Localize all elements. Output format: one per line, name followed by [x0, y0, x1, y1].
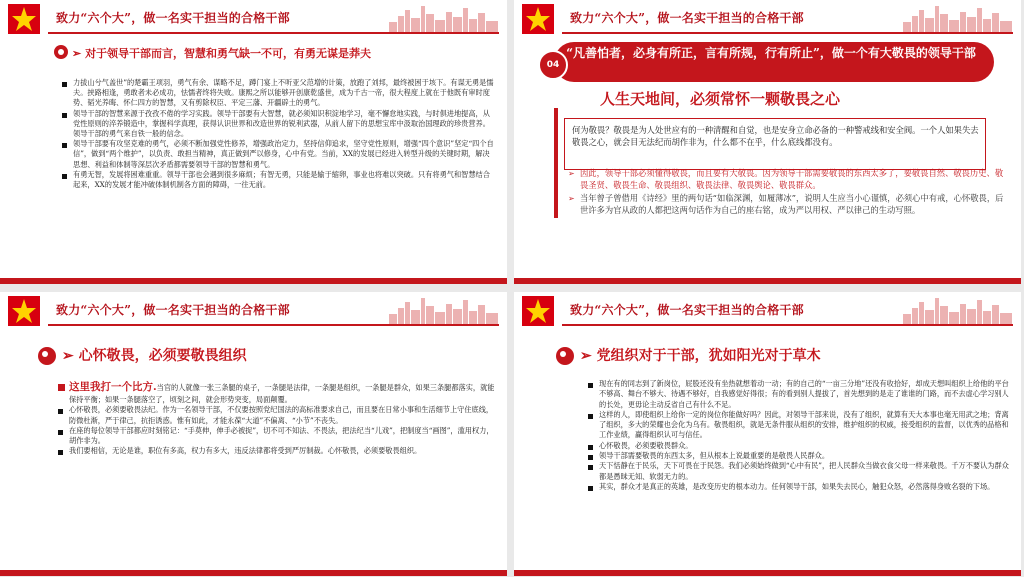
- slide-4: [514, 292, 1021, 576]
- slide-header: [514, 292, 1021, 328]
- list-item: 在座的每位领导干部都应时刻铭记：“手莫伸，伸手必被捉”，切不可不知法、不畏法，把法纪当“儿戏”，把制度当“画图”，滥用权力，胡作非为。: [58, 426, 496, 446]
- section-number: 04: [538, 50, 568, 80]
- slide-header: [514, 0, 1021, 36]
- arrow-icon: ➢: [580, 348, 592, 364]
- content-list: [568, 168, 1008, 218]
- slide-3: [0, 292, 507, 576]
- list-item: 心怀敬畏，必须要敬畏法纪。作为一名领导干部，不仅要按照党纪国法的高标准要求自己，而且要在日常小事和生活细节上守住底线，防微杜渐，严于律己，抗拒诱惑。惟有如此，才能永葆“大道”不偏离、“小节”不丧失。: [58, 405, 496, 425]
- skyline-icon: [903, 4, 1013, 34]
- lead-text: 这里我打一个比方.: [69, 381, 157, 393]
- section-heading: 人生天地间，必须常怀一颗敬畏之心: [600, 90, 841, 108]
- header-title: 致力“六个大”，做一名实干担当的合格干部: [570, 303, 804, 317]
- slide-header: [0, 292, 507, 328]
- footer-bar: [0, 278, 507, 284]
- subtitle: [62, 345, 247, 365]
- subtitle: [580, 345, 821, 365]
- list-item: 天下恬静在于民乐，天下可畏在于民怨。我们必须始终做到“心中有民”，把人民群众当做衣食父母一样来敬畏。千万不要认为群众都是愚昧无知、软弱无力的。: [588, 461, 1012, 482]
- list-item: [568, 193, 1008, 216]
- star-icon: [522, 4, 554, 34]
- list-item: 这样的人，即使组织上给你一定的岗位你能做好吗？因此，对领导干部来说，没有了组织，就算有天大本事也毫无用武之地；背离了组织，多大的荣耀也会化为乌有。敬畏组织，就是无条件服从组织的安排，维护组织的权威，接受组织的监督，以优秀的品格和工作业绩，赢得组织认可与信任。: [588, 410, 1012, 441]
- accent-bar: [554, 108, 558, 218]
- list-item: [568, 168, 1008, 191]
- content-list: [588, 379, 1012, 492]
- slide-header: [0, 0, 507, 36]
- list-item: 有勇无智，发展将困难重重。领导干部也会遇到很多麻烦；有智无勇，只能是输于缩卵，事业也将难以突破。只有将勇气和智慧结合起来，XX的发展才能冲破体制机制各方面的障碍，一往无前。: [62, 170, 494, 190]
- list-item: 现在有的同志到了新岗位，屁股还没有坐热就想着动一动；有的自己的“一亩三分地”还没有收拾好，却成天想叫组织上给他的平台不够高、舞台不够大、待遇不够好，自我感觉好得很；有的看到别人提拔了，首先想到的是走了谁谁的门路，而不去虚心学习别人的长处，更毋论主动反省自己有什么不足。: [588, 379, 1012, 410]
- arrow-icon: ➢: [62, 348, 74, 364]
- footer-bar: [514, 278, 1021, 284]
- list-item: 心怀敬畏，必须要敬畏群众。: [588, 441, 1012, 451]
- slide-2: [514, 0, 1021, 284]
- skyline-icon: [903, 296, 1013, 326]
- header-title: 致力“六个大”，做一名实干担当的合格干部: [570, 11, 804, 25]
- skyline-icon: [389, 4, 499, 34]
- subtitle-bullet-icon: [54, 45, 68, 59]
- slide-1: [0, 0, 507, 284]
- subtitle: [72, 45, 371, 61]
- header-title: 致力“六个大”，做一名实干担当的合格干部: [56, 11, 290, 25]
- highlight-text: 因此，领导干部必须懂得敬畏，而且要有大敬畏。因为领导干部需要敬畏的东西太多了，要敬畏自然、敬畏历史、敬畏圣贤、敬畏生命、敬畏组织、敬畏法律、敬畏舆论、敬畏群众。: [580, 168, 1004, 190]
- star-icon: [8, 4, 40, 34]
- list-item: 领导干部的智慧来源于孜孜不倦的学习实践。领导干部要有大智慧，就必须知识积淀地学习，毫不懈怠地实践，与时俱进地提高，从党性原则的淬养锻造中，掌握科学真理，获得认识世界和改造世界的锐利武器，从前人留下的思想宝库中汲取治国理政的珍贵营养。领导干部的勇气来自铁一般的信念。: [62, 109, 494, 140]
- content-list: [62, 78, 494, 190]
- subtitle-bullet-icon: [556, 347, 574, 365]
- star-icon: [8, 296, 40, 326]
- arrow-icon: ➢: [72, 47, 82, 60]
- subtitle-text: 对于领导干部而言，智慧和勇气缺一不可，有勇无谋是莽夫: [85, 47, 372, 60]
- quote-text: “凡善怕者，必身有所正，言有所规，行有所止”，做一个有大敬畏的领导干部: [566, 46, 976, 60]
- footer-bar: [514, 570, 1021, 576]
- list-item: 领导干部要有攻坚克难的勇气，必须不断加强党性修养，增强政治定力，坚持信仰追求，坚守党性原则，增强“四个意识”坚定“四个自信”，做到“两个维护”，以负责、敢担当精神，真正做到严以修身，心中有党。当前，XX的发展已经进入转型升级的关键时期，解决思想、利益和体制等深层次矛盾都需要领导干部的智慧和勇气。: [62, 139, 494, 170]
- content-list: [58, 381, 496, 456]
- list-item: [58, 381, 496, 405]
- star-icon: [522, 296, 554, 326]
- list-item: 其实，群众才是真正的英雄，是改变历史的根本动力。任何领导干部，如果失去民心，触犯众怒，必然落得身败名裂的下场。: [588, 482, 1012, 492]
- list-item: 我们要相信，无论是谁，职位有多高，权力有多大，违反法律都将受到严厉制裁。心怀敬畏，必须要敬畏组织。: [58, 446, 496, 456]
- footer-bar: [0, 570, 507, 576]
- subtitle-text: 心怀敬畏，必须要敬畏组织: [78, 348, 247, 364]
- lead-rest-text: 当官的人就像一张三条腿的桌子，一条腿是法律，一条腿是组织，一条腿是群众，如果三条腿都落实，就能保持平衡；如果一条腿落空了，顷刻之间，就会形势突变，局面颠覆。: [69, 383, 495, 405]
- definition-text: 何为敬畏？敬畏是为人处世应有的一种清醒和自觉，也是安身立命必备的一种警戒线和安全阀。一个人如果失去敬畏之心，就会目无法纪而胡作非为，什么都不在乎，什么底线都没有。: [572, 125, 979, 148]
- subtitle-bullet-icon: [38, 347, 56, 365]
- skyline-icon: [389, 296, 499, 326]
- list-item: 领导干部需要敬畏的东西太多，但从根本上说最重要的是敬畏人民群众。: [588, 451, 1012, 461]
- subtitle-text: 党组织对于干部，犹如阳光对于草木: [596, 348, 821, 364]
- list-item-text: 当年曾子曾借用《诗经》里的两句话“如临深渊，如履薄冰”，说明人生应当小心谨慎，必须心中有戒，心怀敬畏，后世许多为官从政的人都把这两句话作为自己的座右铭，成为严以用权、严以律己的生动写照。: [580, 193, 1004, 215]
- header-title: 致力“六个大”，做一名实干担当的合格干部: [56, 303, 290, 317]
- list-item: 力拔山兮气盖世”的楚霸王项羽，勇气有余、谋略不足，蹲门宴上不听亚父范增的计策，放跑了刘邦，最终被困于垓下。有谋无勇是懦夫。挟路相逢，勇敢者未必成功，怯懦者终将失败。康熙之所以能够开创康乾盛世，成为千古一帝，很大程度上就在于他既有审时度势、韬光养晦、怀仁四方的智慧，又有剪除权臣、平定三藩、开疆辟土的勇气。: [62, 78, 494, 109]
